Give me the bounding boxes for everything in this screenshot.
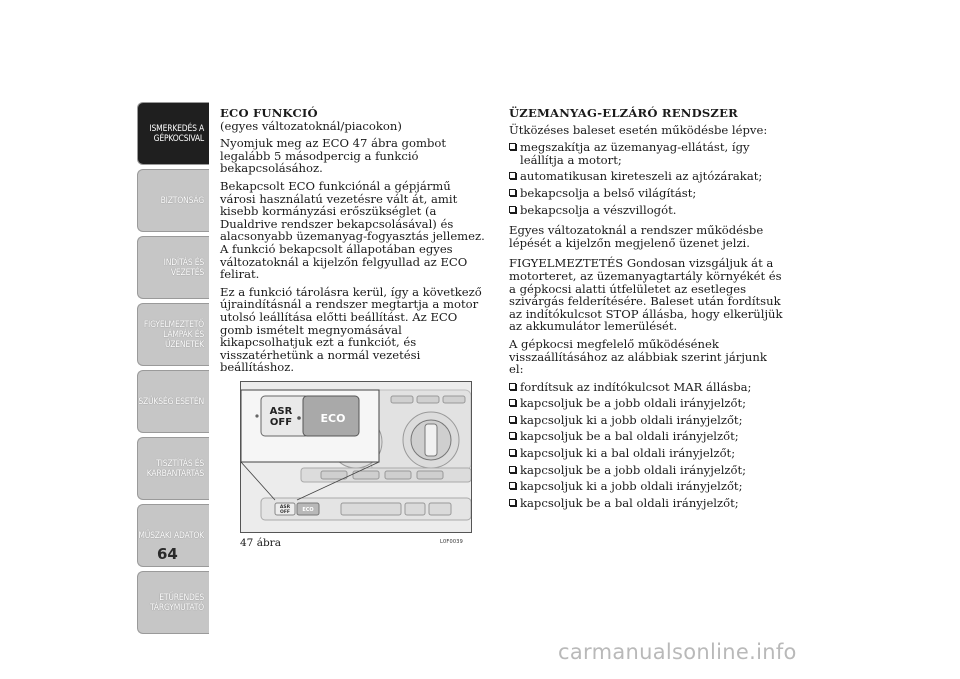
warning-paragraph: FIGYELMEZTETÉS Gondosan vizsgáljuk át a motorteret, az üzemanyagtartály környékét és a gépkocsi alatti útfelületet az esetleges szivárgás felderítésére. Baleset után fordítsuk az indítókulcsot STOP állásba, hogy elkerüljük az akkumulátor lemerülését. xyxy=(509,256,783,334)
tab-figyelmezteto[interactable]: FIGYELMEZTETŐ LÁMPÁK ÉS ÜZENETEK xyxy=(137,303,209,366)
list-item: megszakítja az üzemanyag-ellátást, így leállítja a motort; xyxy=(509,141,784,166)
paragraph: Bekapcsolt ECO funkciónál a gépjármű városi használatú vezetésre vált át, amit kisebb kormányzási erőszükséglet (a Dualdrive rendszer bekapcsolásával) és alacsonyabb üzemanyag-fogyasztás jellemez. A funkció bekapcsolt állapotában egyes változatoknál a kijelzőn felgyullad az ECO felirat. xyxy=(220,178,485,282)
list-item: bekapcsolja a vészvillogót. xyxy=(509,204,784,217)
paragraph: Ez a funkció tárolásra kerül, így a következő újraindításnál a rendszer megtartja a motor utolsó leállítása előtti beállítást. Az ECO gomb ismételt megnyomásával kikapcsolhatjuk ezt a funkciót, és visszatérhetünk a normál vezetési beállításhoz. xyxy=(220,284,482,375)
watermark: carmanualsonline.info xyxy=(558,640,797,664)
list-item: kapcsoljuk ki a jobb oldali irányjelzőt; xyxy=(509,480,784,493)
list-item: kapcsoljuk ki a bal oldali irányjelzőt; xyxy=(509,447,784,460)
tab-szukseg-eseten[interactable]: SZÜKSÉG ESETÉN xyxy=(137,370,209,433)
section-subheading: (egyes változatoknál/piacokon) xyxy=(220,118,402,133)
zoom-off-label: OFF xyxy=(269,417,293,428)
action-list-2 xyxy=(509,381,784,510)
tab-targymutato[interactable]: ETŰRENDES TÁRGYMUTATÓ xyxy=(137,571,209,634)
paragraph: Nyomjuk meg az ECO 47 ábra gombot legalább 5 másodpercig a funkció bekapcsolásához. xyxy=(220,136,446,176)
tab-ismerkedes[interactable]: ISMERKEDÉS A GÉPKOCSIVAL xyxy=(137,102,209,165)
small-asr-label: ASR xyxy=(279,505,291,510)
list-item: bekapcsolja a belső világítást; xyxy=(509,187,784,200)
zoom-asr-label: ASR xyxy=(269,406,293,417)
list-item: automatikusan kireteszeli az ajtózárakat; xyxy=(509,170,784,183)
section-heading-eco: ECO FUNKCIÓ xyxy=(220,106,318,120)
page-number: 64 xyxy=(157,545,178,563)
tab-tisztitas[interactable]: TISZTÍTÁS ÉS KARBANTARTÁS xyxy=(137,437,209,500)
tab-muszaki-adatok[interactable]: MŰSZAKI ADATOK xyxy=(137,504,209,567)
figure-caption: 47 ábra xyxy=(240,537,281,549)
zoom-eco-label: ECO xyxy=(320,412,346,425)
small-off-label: OFF xyxy=(280,510,290,515)
list-item: fordítsuk az indítókulcsot MAR állásba; xyxy=(509,381,784,394)
list-item: kapcsoljuk be a bal oldali irányjelzőt; xyxy=(509,430,784,443)
list-item: kapcsoljuk be a jobb oldali irányjelzőt; xyxy=(509,464,784,477)
paragraph: Egyes változatoknál a rendszer működésbe lépését a kijelzőn megjelenő üzenet jelzi. xyxy=(509,223,764,250)
list-item: kapcsoljuk be a bal oldali irányjelzőt; xyxy=(509,497,784,510)
list-item: kapcsoljuk be a jobb oldali irányjelzőt; xyxy=(509,397,784,410)
paragraph: A gépkocsi megfelelő működésének visszaállításához az alábbiak szerint járjunk el: xyxy=(509,336,767,377)
intro-paragraph: Ütközéses baleset esetén működésbe lépve: xyxy=(509,122,768,137)
action-list-1 xyxy=(509,141,784,216)
tab-biztonsag[interactable]: BIZTONSÁG xyxy=(137,169,209,232)
list-item: kapcsoljuk ki a jobb oldali irányjelzőt; xyxy=(509,414,784,427)
small-eco-label: ECO xyxy=(302,507,314,513)
left-column xyxy=(220,107,485,379)
dashboard-illustration xyxy=(241,382,472,533)
figure-code: L0F0039 xyxy=(440,539,463,545)
tab-inditas[interactable]: INDÍTÁS ÉS VEZETÉS xyxy=(137,236,209,299)
figure-47-eco-button xyxy=(240,381,472,533)
right-column xyxy=(509,107,784,516)
section-heading-fuel-cutoff: ÜZEMANYAG-ELZÁRÓ RENDSZER xyxy=(509,106,738,120)
